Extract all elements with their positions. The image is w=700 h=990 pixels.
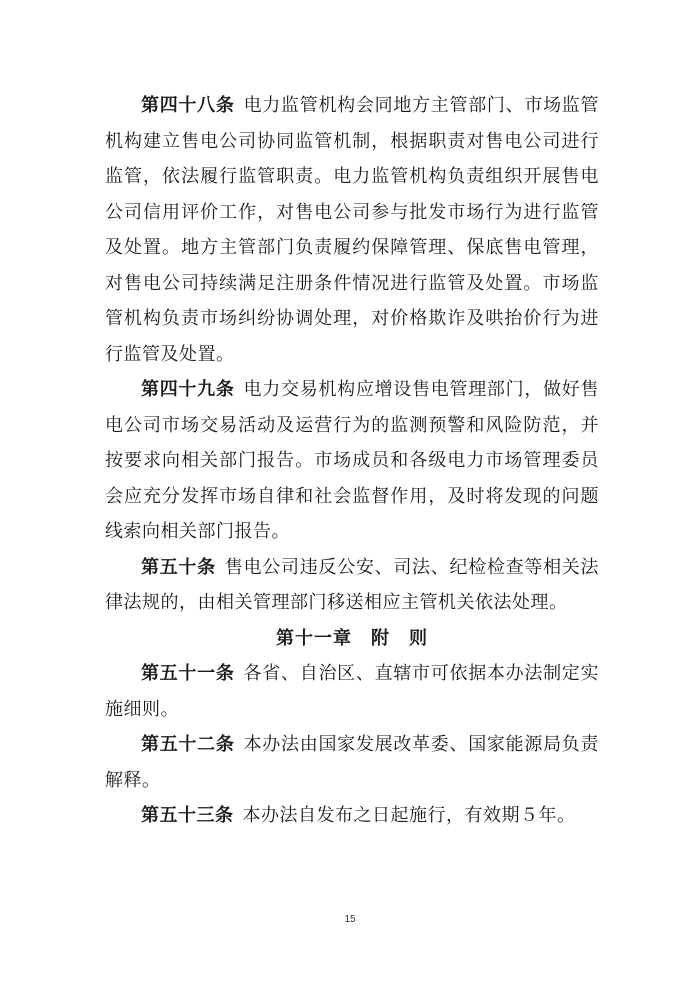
article-label: 第四十九条: [141, 379, 235, 400]
article-text: 电力监管机构会同地方主管部门、市场监管机构建立售电公司协同监管机制，根据职责对售电公司进行监管，依法履行监管职责。电力监管机构负责组织开展售电公司信用评价工作，对售电公司参与批发市场行为进行监管及处置。地方主管部门负责履约保障管理、保底售电管理，对售电公司持续满足注册条件情况进行监管及处置。市场监管机构负责市场纠纷协调处理，对价格欺诈及哄抬价行为进行监管及处置。: [105, 95, 600, 365]
article-48: [105, 88, 599, 372]
article-53: [105, 798, 599, 834]
document-body: [105, 88, 599, 834]
article-label: 第五十三条: [141, 805, 234, 826]
chapter-title: 第十一章 附 则: [276, 627, 428, 649]
article-49: [105, 372, 599, 550]
article-text: 各省、自治区、直辖市可依据本办法制定实施细则。: [105, 663, 600, 720]
article-label: 第五十条: [141, 556, 216, 578]
article-text: 电力交易机构应增设售电管理部门，做好售电公司市场交易活动及运营行为的监测预警和风险防范，并按要求向相关部门报告。市场成员和各级电力市场管理委员会应充分发挥市场自律和社会监督作用，及时将发现的问题线索向相关部门报告。: [105, 379, 600, 542]
article-text: 本办法自发布之日起施行，有效期５年。: [242, 805, 576, 826]
article-text: 本办法由国家发展改革委、国家能源局负责解释。: [105, 734, 600, 791]
article-text: 售电公司违反公安、司法、纪检检查等相关法律法规的，由相关管理部门移送相应主管机关依法处理。: [105, 556, 600, 613]
article-52: [105, 727, 599, 798]
article-label: 第五十一条: [141, 663, 235, 684]
article-label: 第五十二条: [141, 734, 235, 755]
article-51: [105, 656, 599, 727]
page-number: 15: [344, 914, 356, 925]
article-50: [105, 550, 599, 621]
article-label: 第四十八条: [141, 95, 235, 116]
